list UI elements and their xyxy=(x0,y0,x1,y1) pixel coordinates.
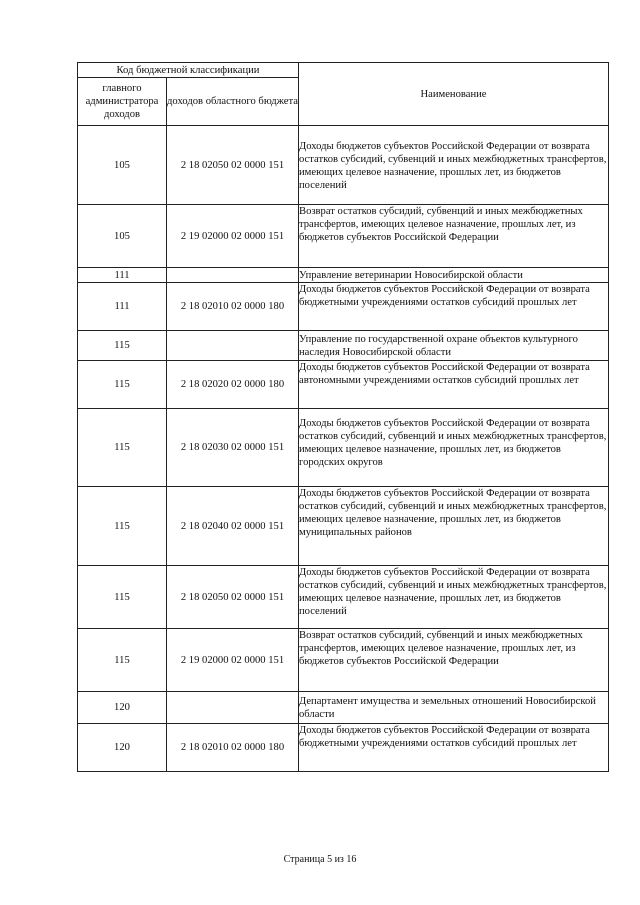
name-column-header: Наименование xyxy=(299,63,609,126)
admin-code-cell: 120 xyxy=(78,724,167,772)
table-row-section xyxy=(78,331,609,361)
section-name-cell: Управление по государственной охране объектов культурного наследия Новосибирской области xyxy=(299,331,609,361)
income-code-cell xyxy=(167,268,299,283)
admin-code-cell: 115 xyxy=(78,566,167,629)
admin-code-cell: 120 xyxy=(78,692,167,724)
budget-code-group-header: Код бюджетной классификации xyxy=(78,63,299,78)
table-row xyxy=(78,566,609,629)
budget-classification-table xyxy=(77,62,609,772)
income-code-cell: 2 19 02000 02 0000 151 xyxy=(167,629,299,692)
name-cell: Возврат остатков субсидий, субвенций и иных межбюджетных трансфертов, имеющих целевое назначение, прошлых лет, из бюджетов субъектов Российской Федерации xyxy=(299,629,609,692)
admin-code-cell: 115 xyxy=(78,331,167,361)
income-code-cell: 2 18 02010 02 0000 180 xyxy=(167,724,299,772)
section-name-cell: Департамент имущества и земельных отношений Новосибирской области xyxy=(299,692,609,724)
table-row xyxy=(78,361,609,409)
admin-code-cell: 115 xyxy=(78,629,167,692)
name-cell: Доходы бюджетов субъектов Российской Федерации от возврата остатков субсидий, субвенций и иных межбюджетных трансфертов, имеющих целевое назначение, прошлых лет, из бюджетов муниципальных районов xyxy=(299,487,609,566)
income-code-cell: 2 18 02010 02 0000 180 xyxy=(167,283,299,331)
income-code-cell: 2 18 02020 02 0000 180 xyxy=(167,361,299,409)
admin-code-cell: 115 xyxy=(78,409,167,487)
admin-code-cell: 105 xyxy=(78,126,167,205)
admin-code-cell: 111 xyxy=(78,268,167,283)
income-code-cell: 2 18 02030 02 0000 151 xyxy=(167,409,299,487)
name-cell: Доходы бюджетов субъектов Российской Федерации от возврата автономными учреждениями остатков субсидий прошлых лет xyxy=(299,361,609,409)
table-row xyxy=(78,629,609,692)
admin-code-cell: 115 xyxy=(78,361,167,409)
income-code-cell: 2 19 02000 02 0000 151 xyxy=(167,205,299,268)
admin-code-cell: 111 xyxy=(78,283,167,331)
admin-column-header: главного администратора доходов xyxy=(78,78,167,126)
admin-code-cell: 115 xyxy=(78,487,167,566)
table-row-section xyxy=(78,692,609,724)
name-cell: Возврат остатков субсидий, субвенций и иных межбюджетных трансфертов, имеющих целевое назначение, прошлых лет, из бюджетов субъектов Российской Федерации xyxy=(299,205,609,268)
name-cell: Доходы бюджетов субъектов Российской Федерации от возврата бюджетными учреждениями остатков субсидий прошлых лет xyxy=(299,724,609,772)
income-code-cell xyxy=(167,331,299,361)
income-code-cell: 2 18 02040 02 0000 151 xyxy=(167,487,299,566)
table-body xyxy=(78,126,609,772)
table-row xyxy=(78,724,609,772)
admin-code-cell: 105 xyxy=(78,205,167,268)
table-row-section xyxy=(78,268,609,283)
table-row xyxy=(78,205,609,268)
table-row xyxy=(78,487,609,566)
income-code-cell: 2 18 02050 02 0000 151 xyxy=(167,566,299,629)
section-name-cell: Управление ветеринарии Новосибирской области xyxy=(299,268,609,283)
name-cell: Доходы бюджетов субъектов Российской Федерации от возврата бюджетными учреждениями остатков субсидий прошлых лет xyxy=(299,283,609,331)
income-code-cell xyxy=(167,692,299,724)
name-cell: Доходы бюджетов субъектов Российской Федерации от возврата остатков субсидий, субвенций и иных межбюджетных трансфертов, имеющих целевое назначение, прошлых лет, из бюджетов городских округов xyxy=(299,409,609,487)
page-number: Страница 5 из 16 xyxy=(283,854,357,865)
income-column-header: доходов областного бюджета xyxy=(167,78,299,126)
table-row xyxy=(78,126,609,205)
table-row xyxy=(78,283,609,331)
name-cell: Доходы бюджетов субъектов Российской Федерации от возврата остатков субсидий, субвенций и иных межбюджетных трансфертов, имеющих целевое назначение, прошлых лет, из бюджетов поселений xyxy=(299,126,609,205)
table-row xyxy=(78,409,609,487)
name-cell: Доходы бюджетов субъектов Российской Федерации от возврата остатков субсидий, субвенций и иных межбюджетных трансфертов, имеющих целевое назначение, прошлых лет, из бюджетов поселений xyxy=(299,566,609,629)
income-code-cell: 2 18 02050 02 0000 151 xyxy=(167,126,299,205)
